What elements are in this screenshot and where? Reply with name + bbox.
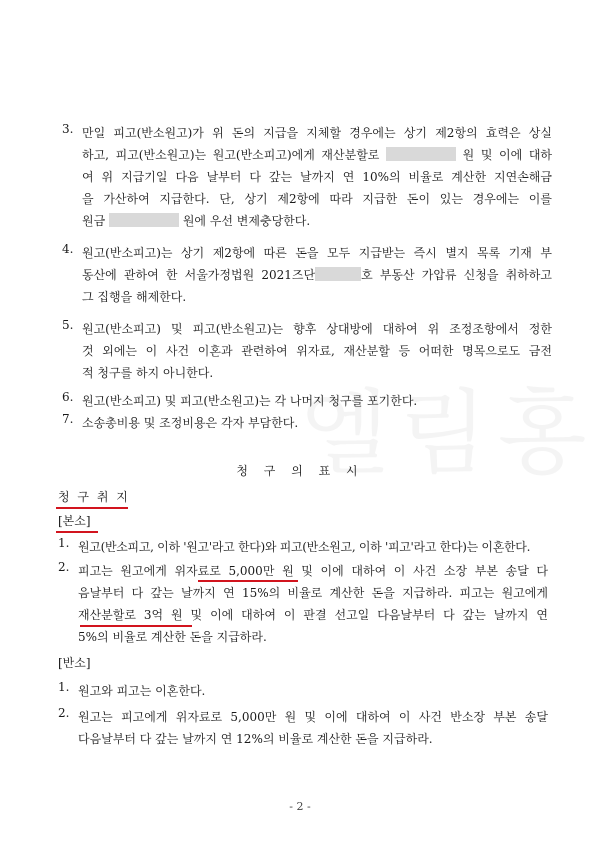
redacted-case-number: [315, 267, 361, 281]
claim-line: 5%의 비율로 계산한 돈을 지급하라.: [78, 630, 267, 644]
clause-number: 5.: [62, 318, 74, 332]
claim-line: 재산분할로 3억 원 및 이에 대하여 이 판결 선고일 다음날부터 다 갚는 날까지 연: [78, 608, 548, 622]
redacted-amount: [386, 147, 456, 161]
red-underline: [56, 531, 98, 533]
clause-line: 만일 피고(반소원고)가 위 돈의 지급을 지체할 경우에는 상기 제2항의 효력은 상실: [82, 126, 552, 140]
claim-heading: 청 구 취 지: [58, 490, 130, 504]
counter-suit-label: [반소]: [58, 656, 91, 670]
page-number: - 2 -: [289, 800, 311, 813]
clause-line: 하고, 피고(반소원고)는 원고(반소피고)에게 재산분할로 원 및 이에 대하: [82, 148, 553, 162]
claim-line: 원고는 피고에게 위자료로 5,000만 원 및 이에 대하여 이 사건 반소장 부본 송달: [78, 710, 548, 724]
claim-line: 다음날부터 다 갚는 날까지 연 12%의 비율로 계산한 돈을 지급하라.: [78, 732, 433, 746]
claim-number: 1.: [58, 536, 70, 550]
clause-number: 7.: [62, 412, 74, 426]
clause-line: 소송총비용 및 조정비용은 각자 부담한다.: [82, 416, 299, 430]
clause-line: 여 위 지급기일 다음 날부터 다 갚는 날까지 연 10%의 비율로 계산한 지연손해금: [82, 170, 552, 184]
clause-line: 을 가산하여 지급한다. 단, 상기 제2항에 따라 지급한 돈이 있는 경우에는 이를: [82, 192, 552, 206]
clause-line: 원금 원에 우선 변제충당한다.: [82, 214, 311, 228]
red-underline: [56, 507, 128, 509]
clause-line: 것 외에는 이 사건 이혼과 관련하여 위자료, 재산분할 등 어떠한 명목으로도 금전: [82, 344, 552, 358]
section-title: 청 구 의 표 시: [236, 464, 364, 478]
clause-number: 6.: [62, 390, 74, 404]
claim-number: 2.: [58, 560, 70, 574]
claim-line: 음날부터 다 갚는 날까지 연 15%의 비율로 계산한 돈을 지급하라. 피고는 원고에게: [78, 586, 548, 600]
clause-number: 3.: [62, 122, 74, 136]
clause-line: 동산에 관하여 한 서울가정법원 2021즈단 호 부동산 가압류 신청을 취하하고: [82, 268, 552, 282]
claim-line: 원고(반소피고, 이하 '원고'라고 한다)와 피고(반소원고, 이하 '피고'라고 한다)는 이혼한다.: [78, 540, 531, 554]
red-underline: [80, 625, 192, 627]
red-underline: [198, 580, 298, 582]
claim-number: 1.: [58, 680, 70, 694]
main-suit-label: [본소]: [58, 514, 91, 528]
clause-line: 원고(반소피고) 및 피고(반소원고)는 각 나머지 청구를 포기한다.: [82, 394, 418, 408]
clause-line: 적 청구를 하지 아니한다.: [82, 366, 214, 380]
clause-number: 4.: [62, 242, 74, 256]
claim-line: 원고와 피고는 이혼한다.: [78, 684, 206, 698]
redacted-amount: [109, 213, 179, 227]
claim-line: 피고는 원고에게 위자료로 5,000만 원 및 이에 대하여 이 사건 소장 부본 송달 다: [78, 564, 548, 578]
clause-line: 원고(반소피고)는 상기 제2항에 따른 돈을 모두 지급받는 즉시 별지 목록 기재 부: [82, 246, 552, 260]
clause-line: 원고(반소피고) 및 피고(반소원고)는 향후 상대방에 대하여 위 조정조항에서 정한: [82, 322, 552, 336]
clause-line: 그 집행을 해제한다.: [82, 290, 187, 304]
claim-number: 2.: [58, 706, 70, 720]
